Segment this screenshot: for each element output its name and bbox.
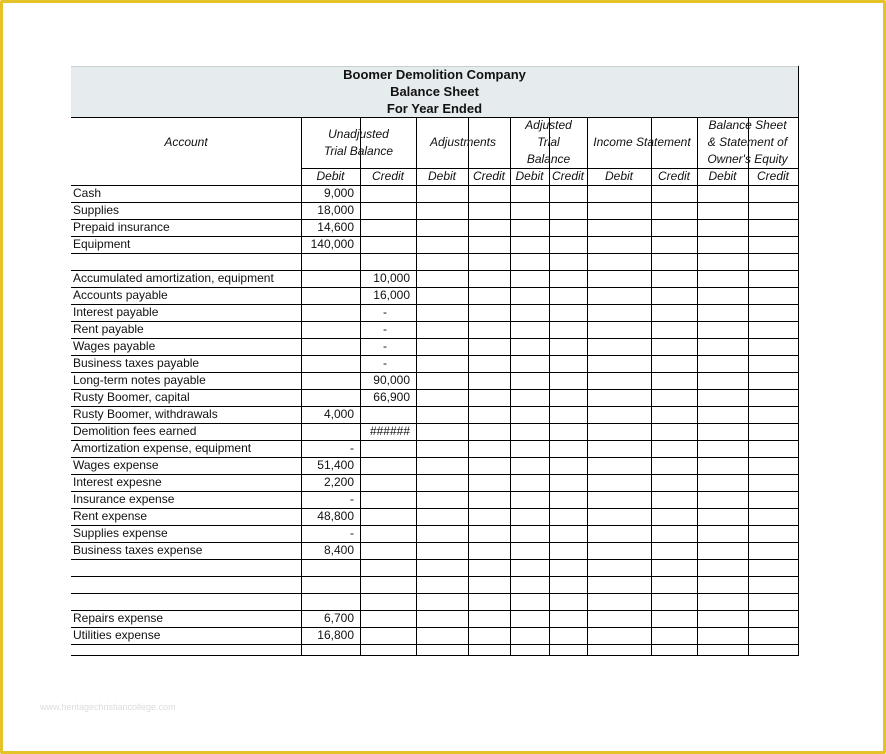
balance-sheet-header-line: & Statement of	[707, 135, 788, 149]
grid-line	[71, 593, 798, 594]
unadjusted-debit-value: 8,400	[323, 543, 354, 557]
account-name: Business taxes expense	[73, 543, 203, 557]
unadjusted-debit-value: -	[350, 492, 354, 506]
grid-line	[697, 117, 698, 656]
adjusted-header-line: Adjusted	[525, 118, 572, 132]
adjusted-header-line: Trial	[537, 135, 560, 149]
title-block	[71, 66, 798, 118]
unadjusted-credit-value: -	[383, 356, 387, 370]
account-name: Utilities expense	[73, 628, 161, 642]
adjusted-header-line: Balance	[526, 152, 571, 166]
unadjusted-debit-value: 6,700	[323, 611, 354, 625]
balance-sheet-header-line: Balance Sheet	[708, 118, 787, 132]
account-name: Interest expesne	[73, 475, 162, 489]
account-name: Wages payable	[73, 339, 156, 353]
account-name: Interest payable	[73, 305, 159, 319]
account-name: Rent expense	[73, 509, 148, 523]
grid-line	[510, 117, 511, 656]
account-name: Amortization expense, equipment	[73, 441, 252, 455]
unadjusted-debit-value: 51,400	[317, 458, 354, 472]
unadjusted-debit-value: 9,000	[323, 186, 354, 200]
debit-subheader: Debit	[427, 169, 456, 183]
account-name: Insurance expense	[73, 492, 175, 506]
unadjusted-credit-value: -	[383, 322, 387, 336]
statement-title: Balance Sheet	[390, 84, 479, 99]
unadjusted-debit-value: 18,000	[317, 203, 354, 217]
account-name: Wages expense	[73, 458, 159, 472]
account-name: Accounts payable	[73, 288, 168, 302]
unadjusted-debit-value: 140,000	[310, 237, 354, 251]
grid-line	[71, 576, 798, 577]
account-header: Account	[164, 135, 208, 149]
account-name: Repairs expense	[73, 611, 164, 625]
unadjusted-debit-value: -	[350, 441, 354, 455]
unadjusted-credit-value: 66,900	[373, 390, 410, 404]
account-name: Rusty Boomer, capital	[73, 390, 190, 404]
grid-line	[587, 117, 588, 656]
unadjusted-debit-value: 48,800	[317, 509, 354, 523]
debit-subheader: Debit	[515, 169, 544, 183]
account-name: Long-term notes payable	[73, 373, 206, 387]
credit-subheader: Credit	[551, 169, 584, 183]
unadjusted-credit-value: 16,000	[373, 288, 410, 302]
grid-line	[651, 117, 652, 656]
grid-line	[71, 117, 798, 118]
balance-sheet-header-line: Owner's Equity	[707, 152, 788, 166]
account-name: Accumulated amortization, equipment	[73, 271, 274, 285]
debit-subheader: Debit	[316, 169, 345, 183]
adjustments-header: Adjustments	[429, 135, 497, 149]
unadjusted-debit-value: 14,600	[317, 220, 354, 234]
unadjusted-debit-value: 2,200	[323, 475, 354, 489]
account-name: Rent payable	[73, 322, 144, 336]
grid-line	[71, 559, 798, 560]
credit-subheader: Credit	[657, 169, 690, 183]
grid-line	[71, 253, 798, 254]
company-name: Boomer Demolition Company	[343, 67, 526, 82]
grid-line	[416, 117, 417, 656]
account-name: Rusty Boomer, withdrawals	[73, 407, 218, 421]
credit-subheader: Credit	[472, 169, 505, 183]
unadjusted-debit-value: -	[350, 526, 354, 540]
grid-line	[71, 655, 798, 656]
unadjusted-debit-value: 4,000	[323, 407, 354, 421]
debit-subheader: Debit	[708, 169, 737, 183]
account-name: Supplies expense	[73, 526, 168, 540]
grid-line	[748, 117, 749, 656]
credit-subheader: Credit	[371, 169, 404, 183]
grid-line	[71, 644, 798, 645]
account-name: Demolition fees earned	[73, 424, 197, 438]
unadjusted-credit-value: -	[383, 305, 387, 319]
account-name: Equipment	[73, 237, 131, 251]
account-name: Prepaid insurance	[73, 220, 170, 234]
account-name: Supplies	[73, 203, 120, 217]
unadjusted-debit-value: 16,800	[317, 628, 354, 642]
unadjusted-header-line: Trial Balance	[323, 144, 394, 158]
unadjusted-credit-value: 10,000	[373, 271, 410, 285]
watermark: www.heritagechristiancollege.com	[40, 702, 176, 712]
statement-period: For Year Ended	[386, 101, 483, 116]
unadjusted-credit-value: -	[383, 339, 387, 353]
account-name: Cash	[73, 186, 102, 200]
income-statement-header: Income Statement	[593, 135, 691, 149]
credit-subheader: Credit	[756, 169, 789, 183]
account-name: Business taxes payable	[73, 356, 200, 370]
unadjusted-credit-value: 90,000	[373, 373, 410, 387]
grid-line	[468, 117, 469, 656]
unadjusted-header-line: Unadjusted	[328, 127, 389, 141]
unadjusted-credit-value: ######	[369, 424, 410, 438]
grid-line	[549, 117, 550, 656]
debit-subheader: Debit	[604, 169, 633, 183]
grid-line	[798, 66, 799, 656]
